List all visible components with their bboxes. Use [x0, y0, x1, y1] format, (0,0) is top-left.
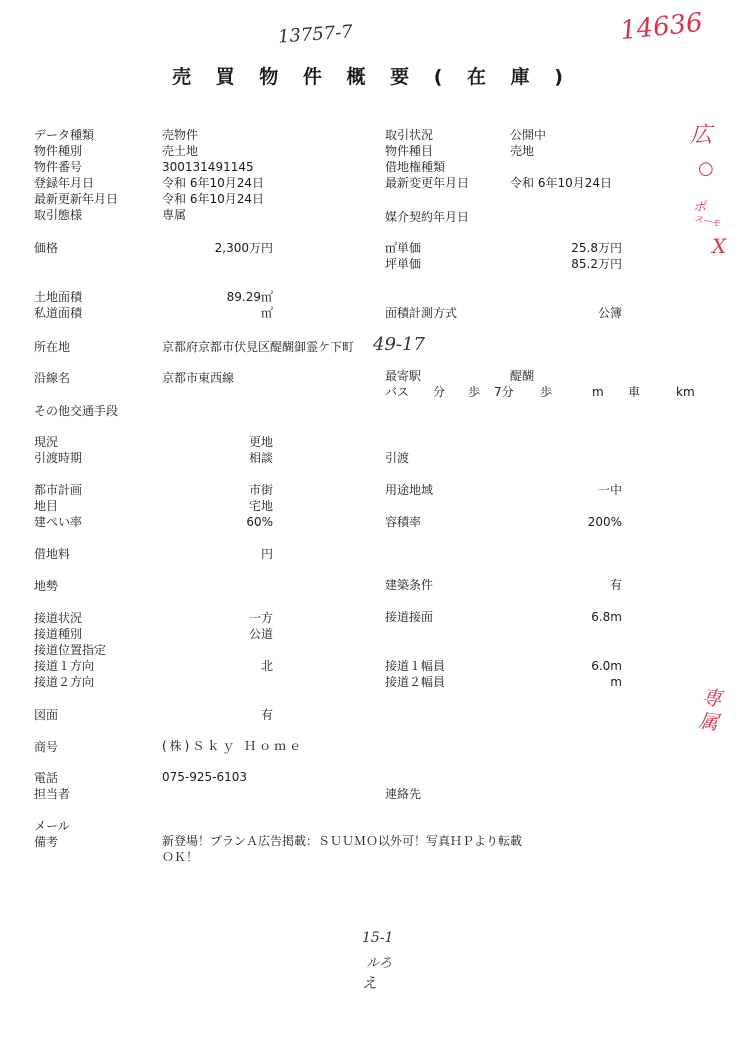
handwritten-top-number: 13757-7: [277, 21, 354, 48]
label-bus: バス: [385, 385, 410, 399]
value-drawing: 有: [260, 708, 273, 722]
value-road1-width: 6.0m: [591, 659, 622, 673]
label-floor-ratio: 容積率: [385, 515, 422, 529]
value-road2-width: m: [610, 675, 622, 689]
value-sqm-price: 25.8万円: [571, 241, 622, 255]
label-drawing: 図面: [34, 708, 59, 722]
value-last-updated: 令和 6年10月24日: [162, 192, 264, 206]
handwritten-bottom-3: え: [362, 974, 378, 992]
label-company: 商号: [34, 740, 59, 754]
label-location: 所在地: [34, 340, 71, 354]
value-private-road: ㎡: [260, 306, 273, 320]
label-road2-width: 接道２幅員: [385, 675, 446, 689]
label-road1-dir: 接道１方向: [34, 659, 95, 673]
value-city-plan: 市街: [248, 483, 273, 497]
label-car: 車: [628, 385, 641, 399]
label-line: 沿線名: [34, 371, 71, 385]
label-road1-width: 接道１幅員: [385, 659, 446, 673]
value-last-changed: 令和 6年10月24日: [510, 176, 612, 190]
value-land-category: 宅地: [248, 499, 273, 513]
label-data-type: データ種類: [34, 128, 95, 142]
value-company: (株)Ｓｋｙ Ｈｏｍｅ: [162, 739, 305, 753]
label-walk2: 歩: [540, 385, 553, 399]
handwritten-note-portal: ポ: [693, 200, 707, 215]
value-handover-time: 相談: [248, 451, 273, 465]
handwritten-note-cross: X: [712, 234, 727, 258]
label-road2-dir: 接道２方向: [34, 675, 95, 689]
label-status: 現況: [34, 435, 59, 449]
value-line: 京都市東西線: [162, 371, 235, 385]
label-remarks: 備考: [34, 835, 59, 849]
label-email: メール: [34, 819, 70, 833]
label-contact: 連絡先: [385, 787, 422, 801]
label-leasehold-type: 借地権種類: [385, 160, 446, 174]
label-road-front: 接道接面: [385, 610, 434, 624]
label-area-method: 面積計測方式: [385, 306, 458, 320]
label-road-type: 接道種別: [34, 627, 83, 641]
label-tsubo-price: 坪単価: [385, 257, 422, 271]
label-private-road: 私道面積: [34, 306, 83, 320]
value-registered: 令和 6年10月24日: [162, 176, 264, 190]
label-property-item: 物件種目: [385, 144, 434, 158]
label-coverage: 建ぺい率: [34, 515, 83, 529]
label-land-rent: 借地料: [34, 547, 71, 561]
label-last-changed: 最新変更年月日: [385, 176, 470, 190]
handwritten-address-number: 49-17: [373, 334, 425, 355]
page-title: 売 買 物 件 概 要 ( 在 庫 ): [172, 66, 572, 88]
value-trade-status: 公開中: [510, 128, 547, 142]
value-coverage: 60%: [246, 515, 273, 529]
value-walk-min: 7分: [494, 385, 514, 399]
label-phone: 電話: [34, 771, 59, 785]
label-use-zone: 用途地域: [385, 483, 434, 497]
label-station: 最寄駅: [385, 369, 422, 383]
handwritten-note-circle: ○: [698, 158, 714, 179]
label-land-category: 地目: [34, 499, 59, 513]
handwritten-note-exclusive: 専属: [696, 684, 724, 735]
handwritten-bottom-2: ルろ: [366, 956, 393, 971]
label-sqm-price: ㎡単価: [385, 241, 422, 255]
value-transaction: 専属: [162, 208, 187, 222]
label-registered: 登録年月日: [34, 176, 95, 190]
label-terrain: 地勢: [34, 579, 59, 593]
value-floor-ratio: 200%: [587, 515, 622, 529]
handwritten-note-ad: 広: [690, 123, 713, 148]
value-property-no: 300131491145: [162, 160, 254, 174]
value-remarks: 新登場！プランＡ広告掲載：ＳＵＵＭＯ以外可！写真ＨＰより転載: [162, 834, 523, 848]
handwritten-note-portal2: スーモ: [692, 214, 721, 230]
handwritten-bottom-1: 15-1: [362, 930, 394, 946]
label-property-kind: 物件種別: [34, 144, 83, 158]
value-road-front: 6.8m: [591, 610, 622, 624]
value-land-rent: 円: [260, 547, 273, 561]
value-property-item: 売地: [510, 144, 535, 158]
label-km: km: [676, 385, 695, 399]
value-remarks-line2: ＯＫ！: [162, 850, 199, 864]
label-price: 価格: [34, 241, 59, 255]
value-property-kind: 売土地: [162, 144, 199, 158]
value-status: 更地: [248, 435, 273, 449]
handwritten-top-right-number: 14636: [618, 7, 705, 47]
label-land-area: 土地面積: [34, 290, 83, 304]
value-area-method: 公簿: [597, 306, 622, 320]
label-person: 担当者: [34, 787, 71, 801]
label-bus-walk: 歩: [468, 385, 481, 399]
value-road-type: 公道: [248, 627, 273, 641]
value-road1-dir: 北: [260, 659, 273, 673]
label-transaction: 取引態様: [34, 208, 83, 222]
label-bus-min: 分: [433, 385, 446, 399]
label-other-transport: その他交通手段: [34, 404, 119, 418]
value-road-status: 一方: [248, 611, 273, 625]
label-brokerage-date: 媒介契約年月日: [385, 210, 470, 224]
label-road-designation: 接道位置指定: [34, 643, 107, 657]
value-station: 醍醐: [510, 369, 535, 383]
label-trade-status: 取引状況: [385, 128, 434, 142]
value-build-cond: 有: [609, 578, 622, 592]
value-phone: 075-925-6103: [162, 770, 248, 784]
value-price: 2,300万円: [214, 241, 273, 255]
value-data-type: 売物件: [162, 128, 199, 142]
label-property-no: 物件番号: [34, 160, 83, 174]
value-land-area: 89.29㎡: [226, 290, 273, 304]
label-last-updated: 最新更新年月日: [34, 192, 119, 206]
label-handover: 引渡: [385, 451, 410, 465]
label-city-plan: 都市計画: [34, 483, 83, 497]
label-meter: m: [592, 385, 604, 399]
label-handover-time: 引渡時期: [34, 451, 83, 465]
label-road-status: 接道状況: [34, 611, 83, 625]
value-use-zone: 一中: [597, 483, 622, 497]
value-location: 京都府京都市伏見区醍醐御霊ケ下町: [162, 340, 355, 354]
value-tsubo-price: 85.2万円: [571, 257, 622, 271]
label-build-cond: 建築条件: [385, 578, 434, 592]
